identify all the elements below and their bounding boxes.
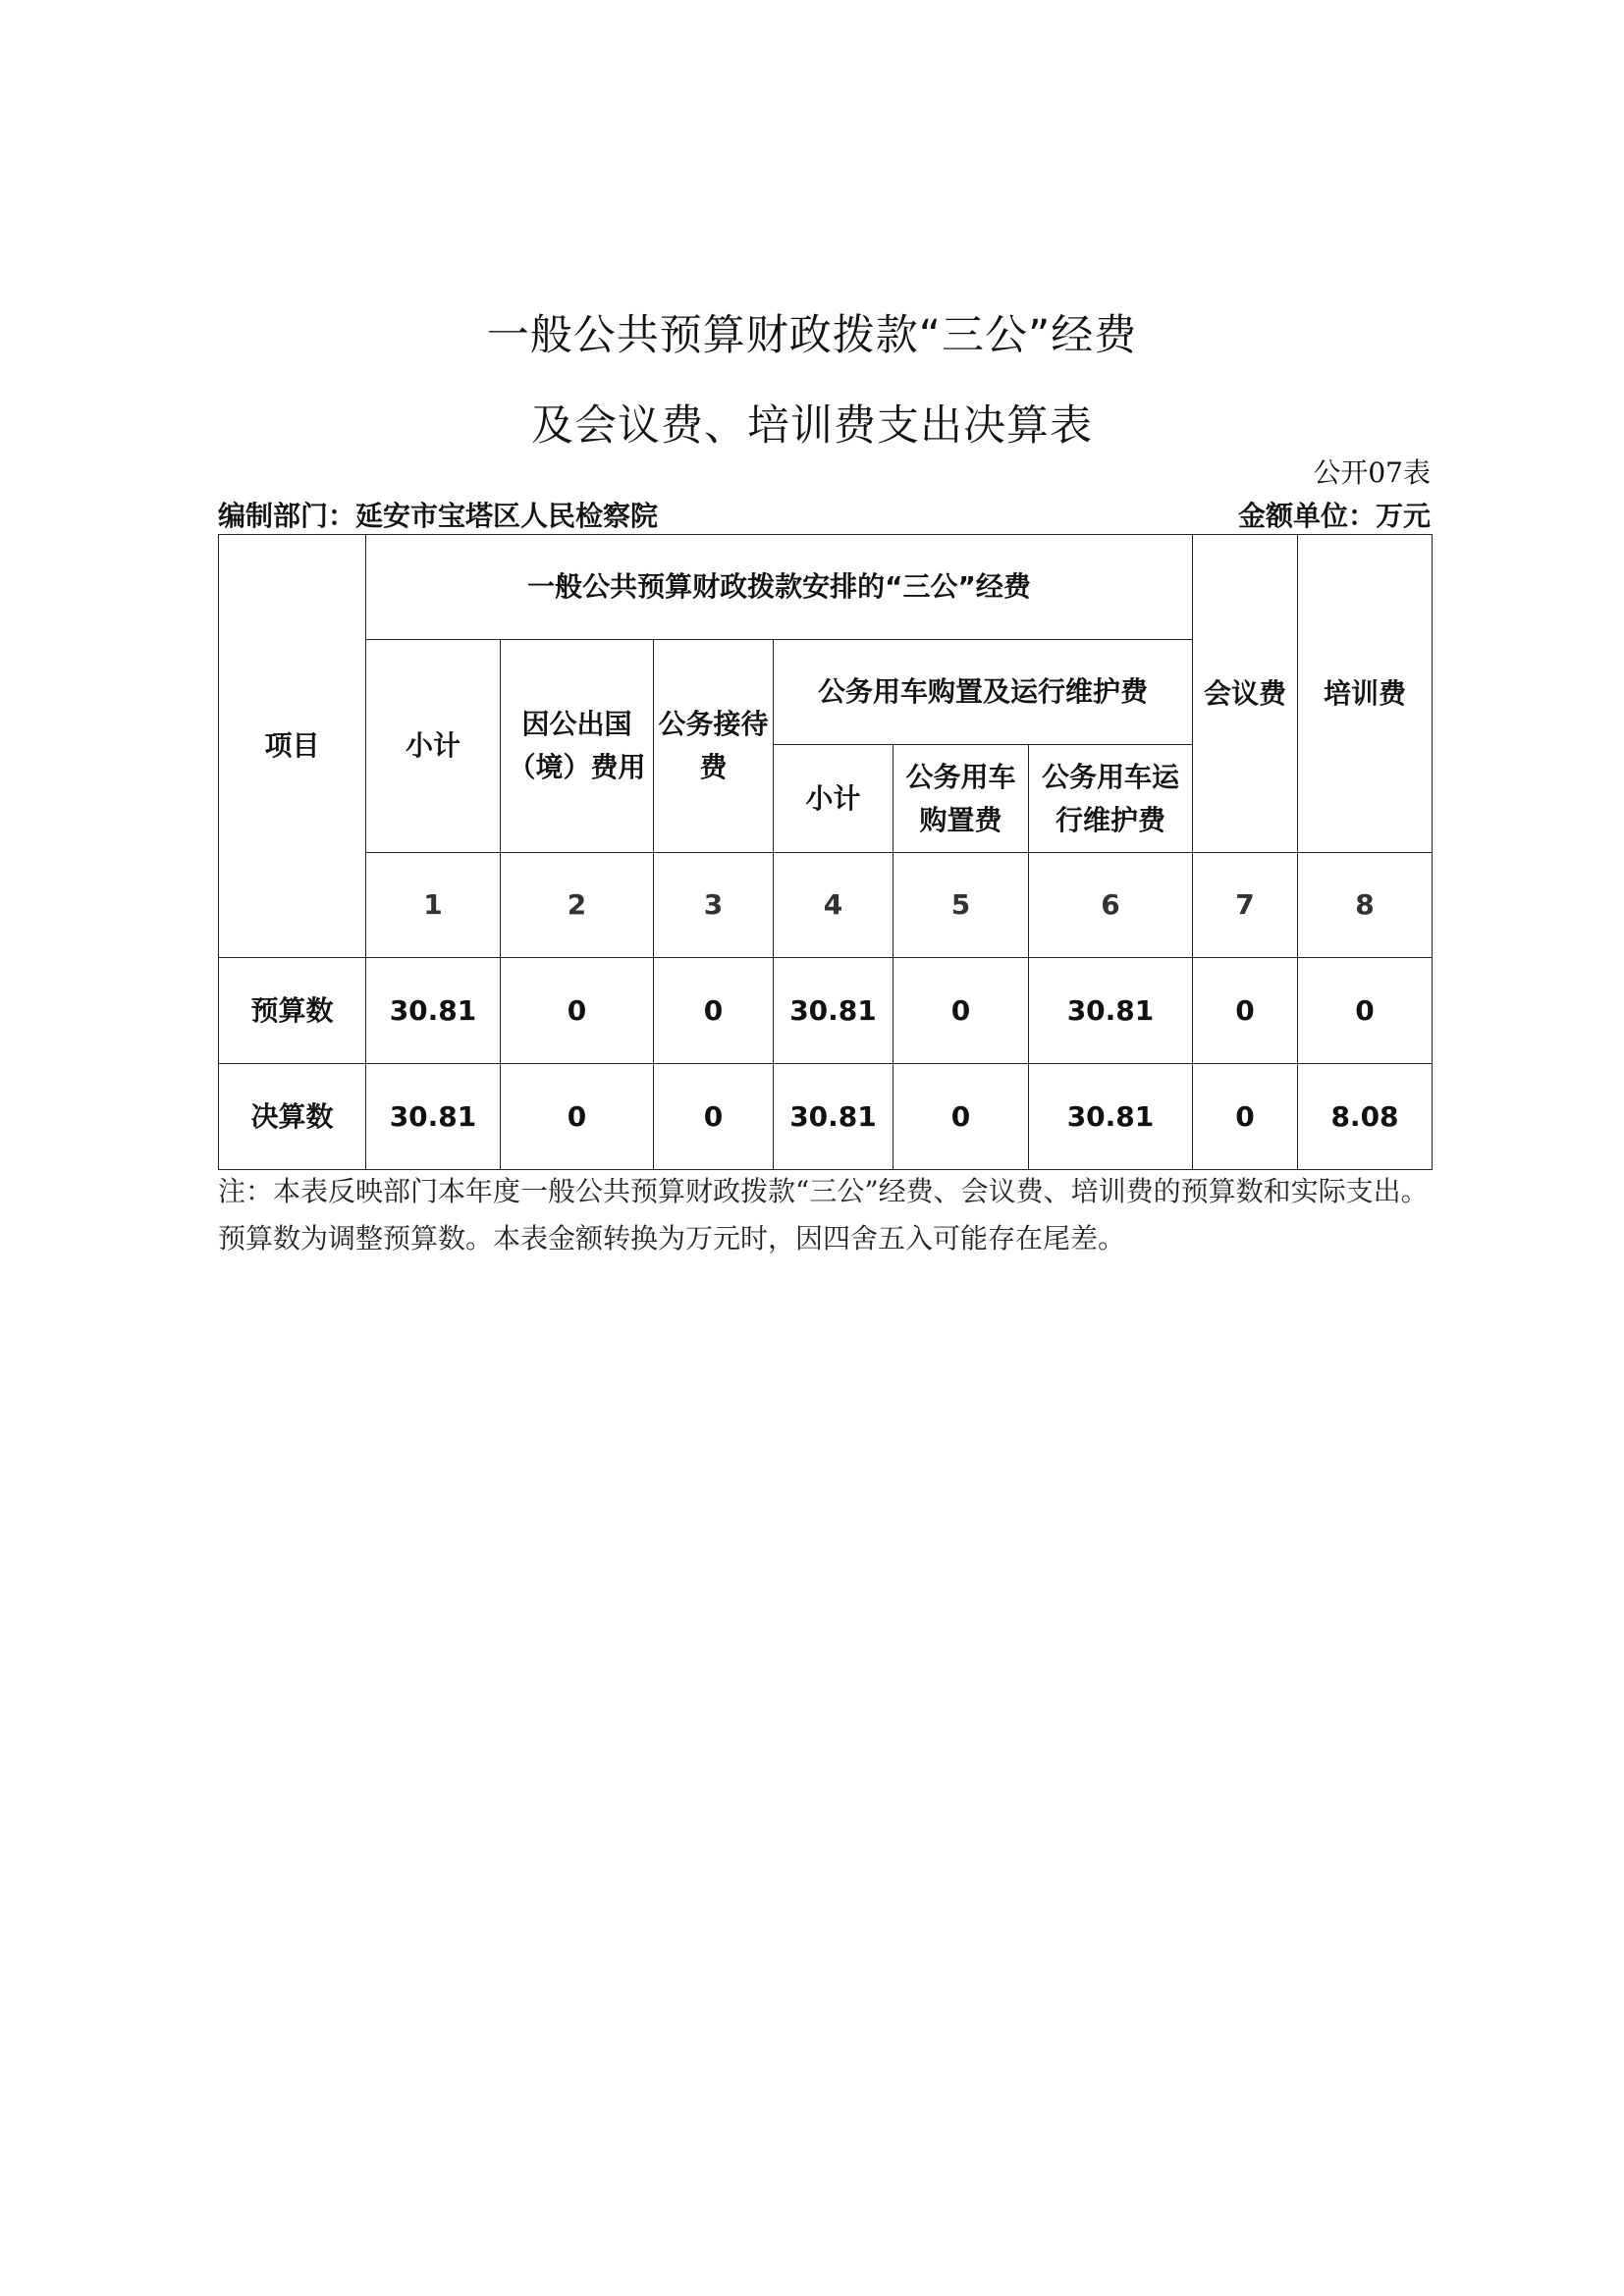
table-cell: 0 [501,958,654,1064]
table-cell: 0 [893,958,1029,1064]
table-row [219,958,1433,1064]
column-number: 5 [893,853,1029,958]
header-vehicle-operation: 公务用车运行维护费 [1029,745,1193,853]
table-cell: 30.81 [366,958,501,1064]
row-label-budget: 预算数 [219,958,366,1064]
expenditure-table [218,534,1433,1170]
table-cell: 30.81 [366,1064,501,1170]
table-cell: 30.81 [774,958,893,1064]
column-number: 7 [1193,853,1298,958]
header-subtotal: 小计 [366,640,501,853]
column-number: 4 [774,853,893,958]
header-vehicle-subtotal: 小计 [774,745,893,853]
header-meeting: 会议费 [1193,535,1298,853]
header-sangong-group: 一般公共预算财政拨款安排的“三公”经费 [366,535,1193,640]
table-cell: 30.81 [1029,1064,1193,1170]
header-vehicle-group: 公务用车购置及运行维护费 [774,640,1193,745]
table-cell: 0 [501,1064,654,1170]
table-cell: 0 [1298,958,1433,1064]
table-cell: 30.81 [1029,958,1193,1064]
table-cell: 8.08 [1298,1064,1433,1170]
column-number: 6 [1029,853,1193,958]
table-cell: 0 [1193,958,1298,1064]
title-line-1: 一般公共预算财政拨款“三公”经费 [486,311,1138,360]
header-training: 培训费 [1298,535,1433,853]
amount-unit-label: 金额单位：万元 [1237,500,1431,532]
table-cell: 30.81 [774,1064,893,1170]
row-label-final: 决算数 [219,1064,366,1170]
table-row [219,1064,1433,1170]
table-cell: 0 [893,1064,1029,1170]
column-number: 3 [654,853,774,958]
column-number: 2 [501,853,654,958]
header-abroad: 因公出国（境）费用 [501,640,654,853]
table-cell: 0 [654,958,774,1064]
table-note: 注：本表反映部门本年度一般公共预算财政拨款“三公”经费、会议费、培训费的预算数和实际支出。预算数为调整预算数。本表金额转换为万元时，因四舍五入可能存在尾差。 [218,1175,1429,1255]
title-line-2: 及会议费、培训费支出决算表 [531,401,1093,451]
column-number: 8 [1298,853,1433,958]
header-vehicle-purchase: 公务用车购置费 [893,745,1029,853]
table-cell: 0 [1193,1064,1298,1170]
header-item: 项目 [219,535,366,958]
table-cell: 0 [654,1064,774,1170]
column-number: 1 [366,853,501,958]
table-number: 公开07表 [1313,456,1431,489]
header-reception: 公务接待费 [654,640,774,853]
department-label: 编制部门：延安市宝塔区人民检察院 [218,500,659,532]
